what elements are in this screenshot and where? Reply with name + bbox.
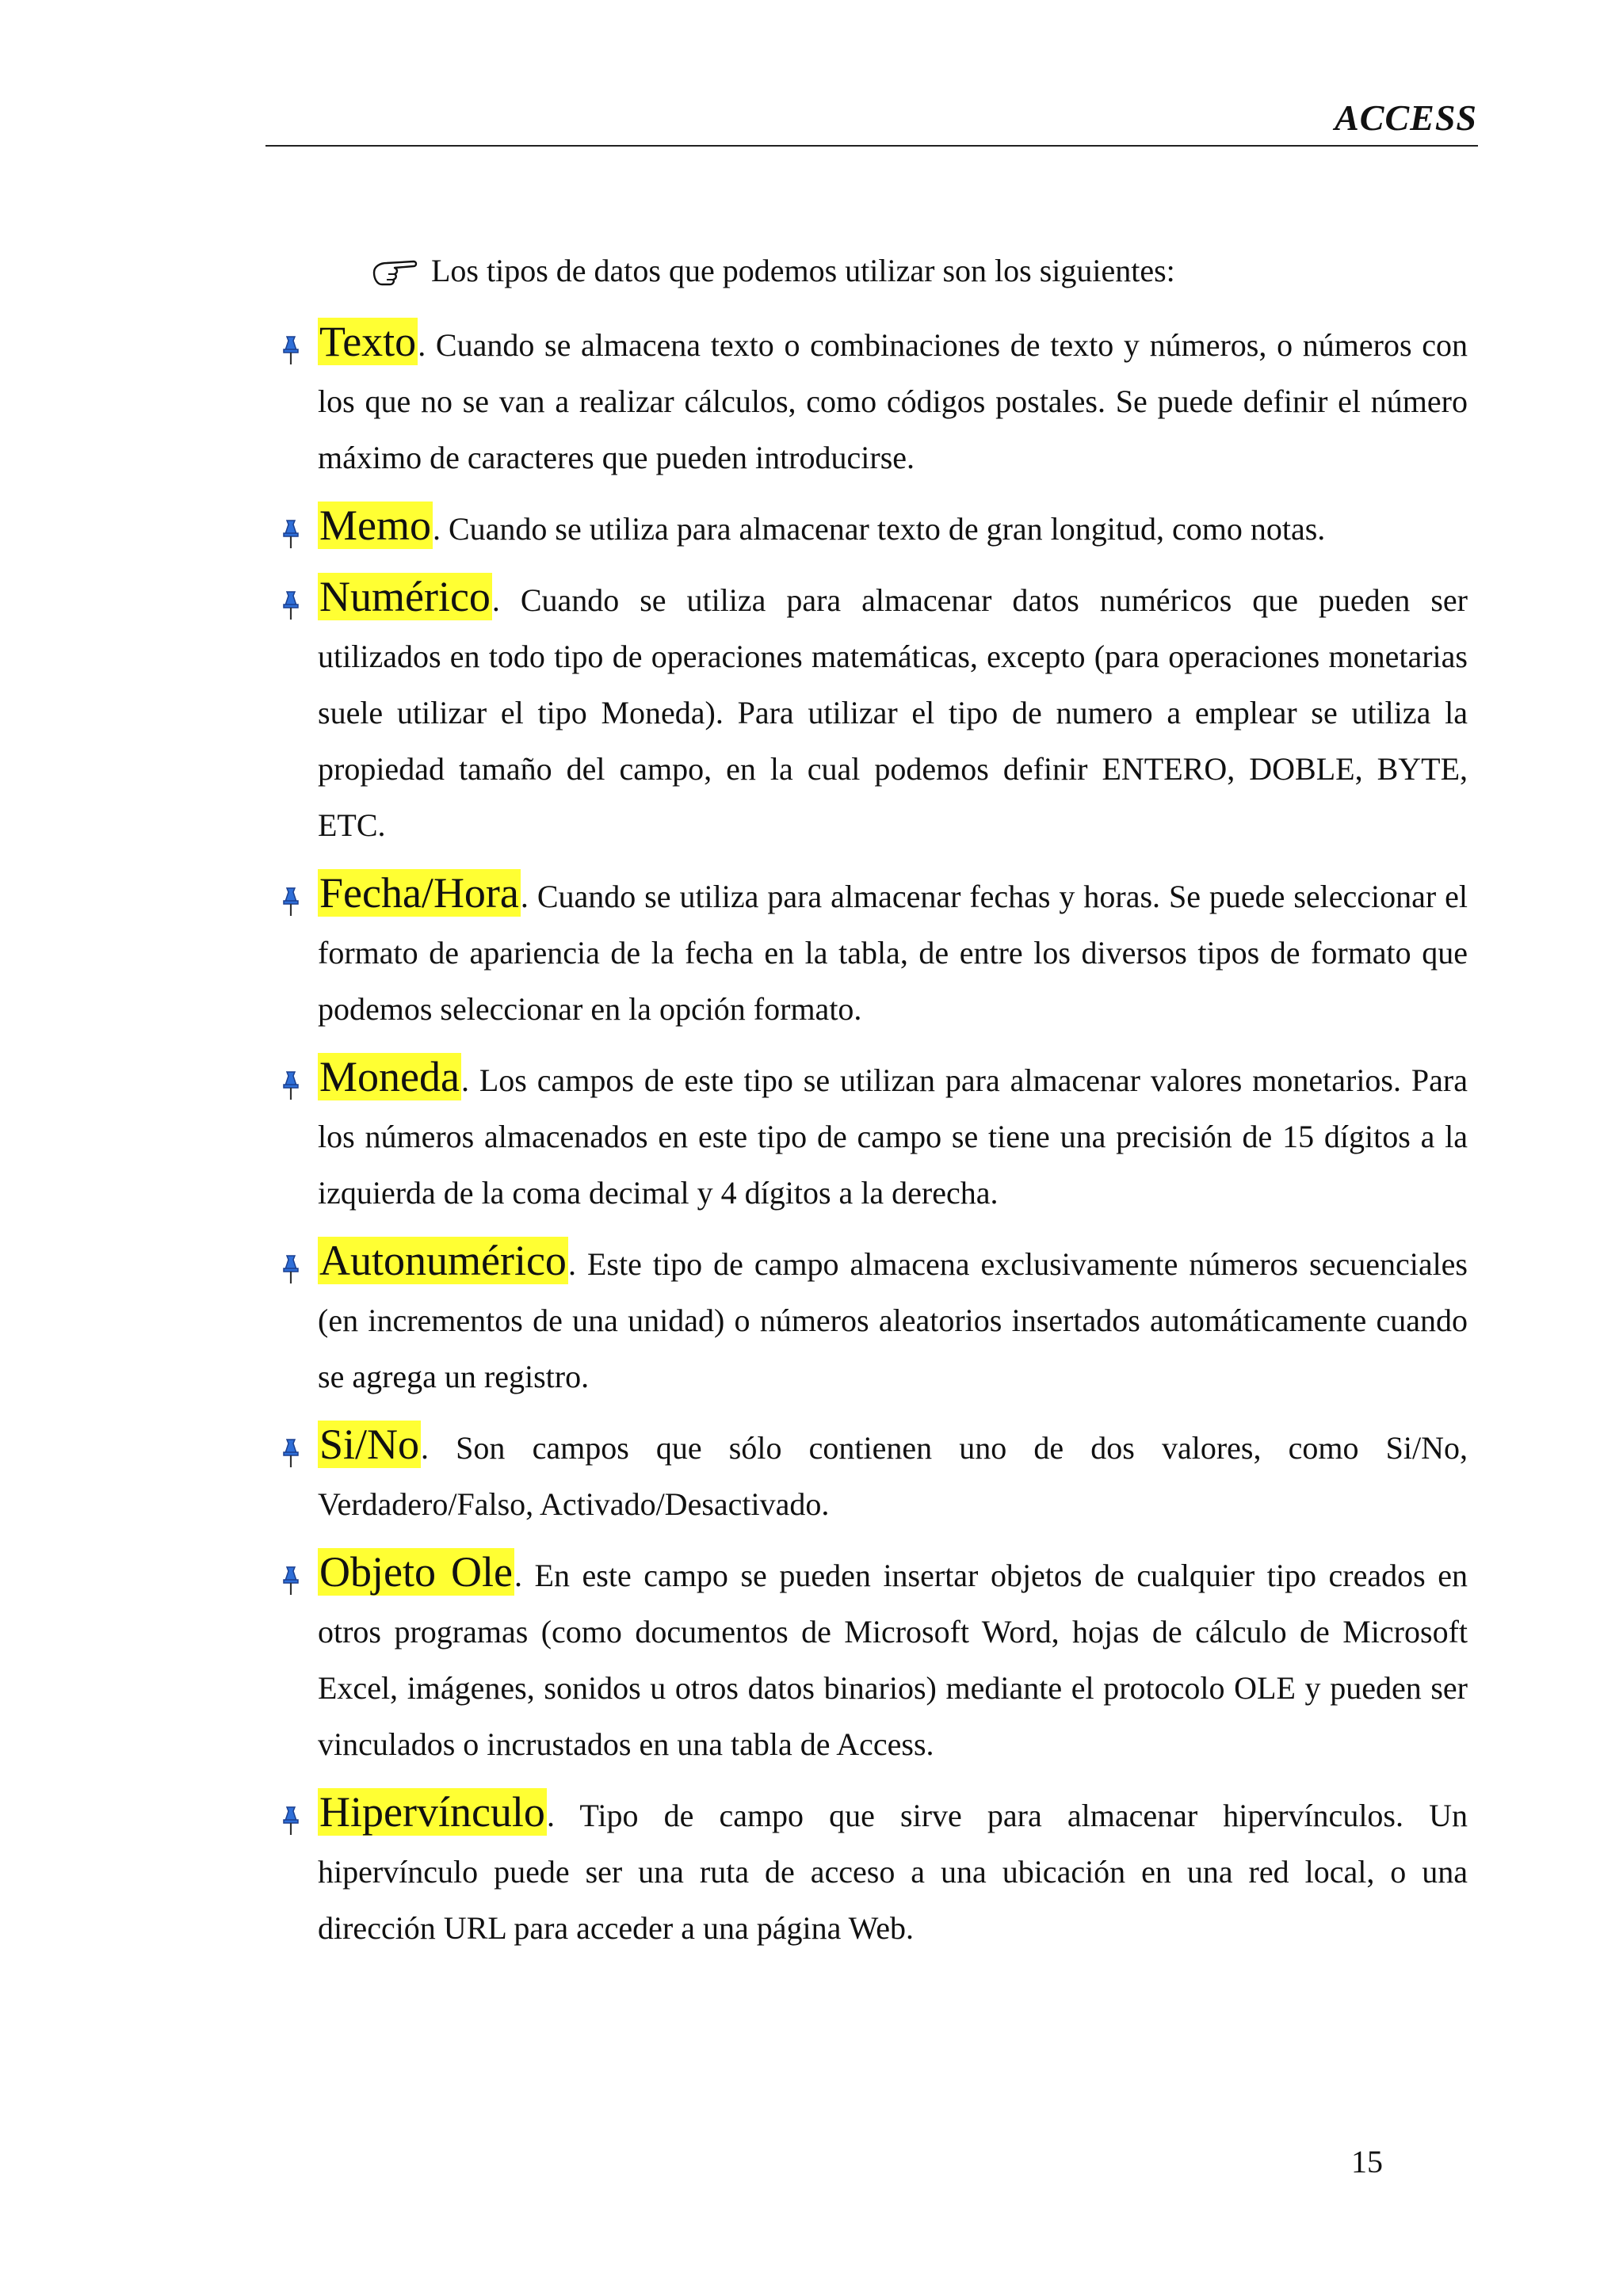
pushpin-icon [279,518,303,550]
term-description: . Este tipo de campo almacena exclusivamente números secuenciales (en incrementos de una unidad) o números aleatorios insertados automáticamente cuando se agrega un registro. [318,1246,1468,1394]
header-title: ACCESS [1335,97,1477,138]
list-item-text [318,501,1468,557]
pushpin-icon [279,1253,303,1285]
term-description: . Tipo de campo que sirve para almacenar hipervínculos. Un hipervínculo puede ser una ruta de acceso a una ubicación en una red local, o una dirección URL para acceder a una página Web. [318,1798,1468,1946]
list-item-text [318,868,1468,1037]
term-description: . Cuando se utiliza para almacenar datos numéricos que pueden ser utilizados en todo tipo de operaciones matemáticas, excepto (para operaciones monetarias suele utilizar el tipo Moneda). Para utilizar el tipo de numero a emplear se utiliza la propiedad tamaño del campo, en la cual podemos definir ENTERO, DOBLE, BYTE, ETC. [318,582,1468,843]
list-item [279,1052,1468,1221]
term-highlight: Texto [319,318,417,365]
term-highlight: Si/No [319,1421,420,1468]
list-item [279,317,1468,486]
list-item [279,1787,1468,1956]
list-item [279,1420,1468,1532]
pushpin-icon [279,1805,303,1836]
list-item-text [318,1236,1468,1405]
term-highlight: Fecha/Hora [319,869,519,917]
page-number: 15 [1351,2144,1383,2180]
pushpin-icon [279,886,303,917]
term-description: . Son campos que sólo contienen uno de dos valores, como Si/No, Verdadero/Falso, Activado/Desactivado. [318,1430,1468,1522]
pushpin-icon [279,1070,303,1101]
term-highlight: Hipervínculo [319,1788,545,1836]
term-highlight: Moneda [319,1053,460,1100]
list-item [279,572,1468,853]
list-item-text [318,1547,1468,1772]
pushpin-icon [279,1437,303,1469]
term-highlight: Objeto Ole [319,1548,513,1596]
list-item [279,501,1468,557]
term-highlight: Memo [319,502,431,549]
list-item-text [318,572,1468,853]
list-item-text [318,1052,1468,1221]
data-types-list [279,317,1468,1971]
term-description: . Cuando se utiliza para almacenar fechas y horas. Se puede seleccionar el formato de apariencia de la fecha en la tabla, de entre los diversos tipos de formato que podemos seleccionar en la opción formato. [318,879,1468,1027]
term-description: . Cuando se utiliza para almacenar texto de gran longitud, como notas. [433,511,1326,547]
term-description: . Cuando se almacena texto o combinaciones de texto y números, o números con los que no se van a realizar cálculos, como códigos postales. Se puede definir el número máximo de caracteres que pueden introducirse. [318,327,1468,475]
pushpin-icon [279,334,303,366]
list-item [279,1547,1468,1772]
list-item-text [318,1420,1468,1532]
pushpin-icon [279,589,303,621]
term-description: . En este campo se pueden insertar objetos de cualquier tipo creados en otros programas (como documentos de Microsoft Word, hojas de cálculo de Microsoft Excel, imágenes, sonidos u otros datos binarios) mediante el protocolo OLE y pueden ser vinculados o incrustados en una tabla de Access. [318,1558,1468,1762]
intro-line [371,252,1175,289]
term-highlight: Numérico [319,573,491,620]
list-item-text [318,1787,1468,1956]
pushpin-icon [279,1565,303,1596]
header-rule [265,145,1478,147]
term-highlight: Autonumérico [319,1237,567,1284]
term-description: . Los campos de este tipo se utilizan para almacenar valores monetarios. Para los números almacenados en este tipo de campo se tiene una precisión de 15 dígitos a la izquierda de la coma decimal y 4 dígitos a la derecha. [318,1062,1468,1211]
pointing-hand-icon [371,255,418,287]
list-item [279,868,1468,1037]
list-item-text [318,317,1468,486]
list-item [279,1236,1468,1405]
intro-text: Los tipos de datos que podemos utilizar son los siguientes: [431,253,1175,288]
